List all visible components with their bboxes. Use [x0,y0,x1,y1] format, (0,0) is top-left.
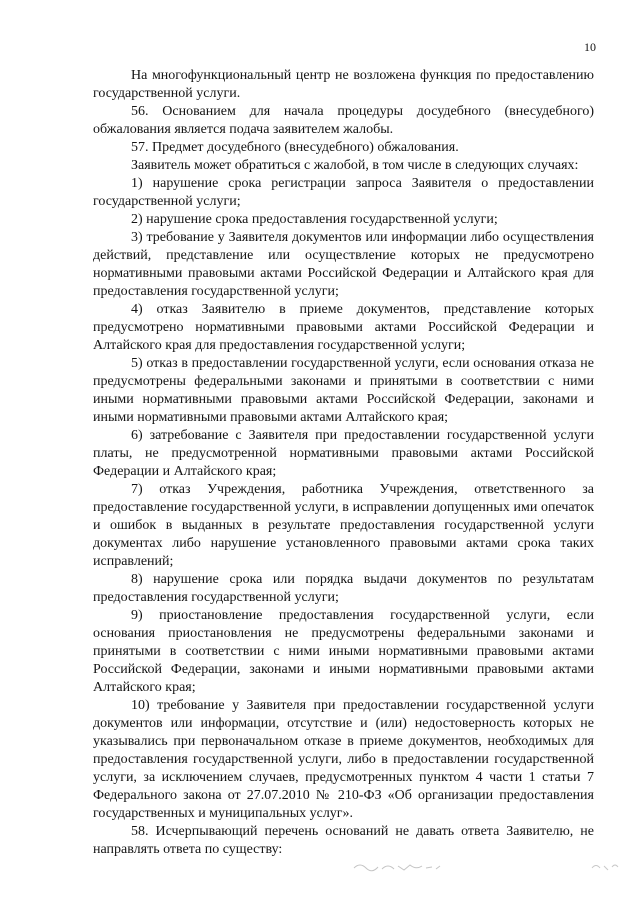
document-body [93,67,594,859]
paragraph-cases-intro: Заявитель может обратиться с жалобой, в том числе в следующих случаях: [131,158,579,173]
list-item-4: 4) отказ Заявителю в приеме документов, представление которых предусмотрено нормативными правовыми актами Российской Федерации и Алтайского края для предоставления государственной услуги; [93,302,594,353]
list-item-10: 10) требование у Заявителя при предоставлении государственной услуги документов или информации, отсутствие и (или) недостоверность которых не указывались при первоначальном отказе в приеме документов, необходимых для предоставления государственной услуги, либо в предоставлении государственной услуги, за исключением случаев, предусмотренных пунктом 4 части 1 статьи 7 Федерального закона от 27.07.2010 № 210-ФЗ «Об организации предоставления государственных и муниципальных услуг». [93,698,594,821]
scan-scribble-mark-right [590,858,620,876]
list-item-1: 1) нарушение срока регистрации запроса Заявителя о предоставлении государственной услуги; [93,176,594,209]
page-number: 10 [584,40,596,54]
list-item-6: 6) затребование с Заявителя при предоставлении государственной услуги платы, не предусмотренной нормативными правовыми актами Российской Федерации и Алтайского края; [93,428,594,479]
list-item-5: 5) отказ в предоставлении государственной услуги, если основания отказа не предусмотрены федеральными законами и принятыми в соответствии с ними иными нормативными правовыми актами Российской Федерации, законами и иными нормативными правовыми актами Алтайского края; [93,356,594,425]
list-item-2: 2) нарушение срока предоставления государственной услуги; [131,212,498,227]
paragraph-mfc-note: На многофункциональный центр не возложена функция по предоставлению государственной услуги. [93,68,594,101]
list-item-8: 8) нарушение срока или порядка выдачи документов по результатам предоставления государственной услуги; [93,572,594,605]
paragraph-56: 56. Основанием для начала процедуры досудебного (внесудебного) обжалования является подача заявителем жалобы. [93,104,594,137]
list-item-7: 7) отказ Учреждения, работника Учреждения, ответственного за предоставление государственной услуги, в исправлении допущенных ими опечаток и ошибок в выданных в результате предоставления государственной услуги документах либо нарушение установленного правовыми актами срока таких исправлений; [93,482,594,569]
list-item-3: 3) требование у Заявителя документов или информации либо осуществления действий, представление или осуществление которых не предусмотрено нормативными правовыми актами Российской Федерации и Алтайского края для предоставления государственной услуги; [93,230,594,299]
paragraph-57: 57. Предмет досудебного (внесудебного) обжалования. [131,140,459,155]
paragraph-58: 58. Исчерпывающий перечень оснований не давать ответа Заявителю, не направлять ответа по существу: [93,824,594,857]
scan-scribble-mark [352,858,442,876]
list-item-9: 9) приостановление предоставления государственной услуги, если основания приостановления не предусмотрены федеральными законами и принятыми в соответствии с ними иными нормативными правовыми актами Российской Федерации, законами и иными нормативными правовыми актами Алтайского края; [93,608,594,695]
